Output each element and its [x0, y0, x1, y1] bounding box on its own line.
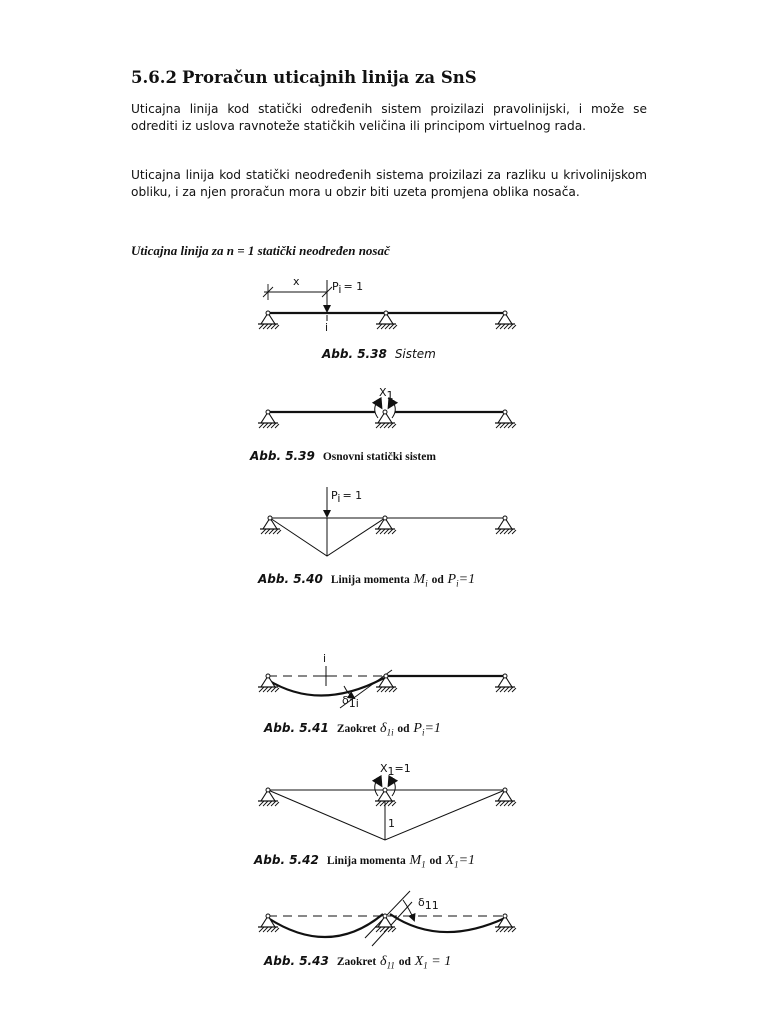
label-X1: X [379, 386, 387, 399]
label-delta: δ [342, 694, 349, 707]
caption-5-40: Abb. 5.40 Linija momenta $M_i$ od $P_i=1$ [258, 572, 476, 589]
svg-text:X1: X1 [379, 386, 394, 402]
figure-5-40 [260, 487, 516, 556]
deflected-shape-left [268, 914, 383, 937]
section-title: Proračun uticajnih linija za SnS [181, 68, 477, 87]
paragraph-2: Uticajna linija kod statički neodređenih sistema proizilazi za razliku u krivolinijskom obliku, i za njen proračun mora u obzir biti uzeta promjena oblika nosača. [131, 168, 647, 199]
label-X1: X [380, 762, 388, 775]
figure-5-41 [258, 652, 516, 710]
caption-5-41: Abb. 5.41 Zaokret $\delta_{1i}$ od $P_i=1$ [264, 721, 441, 738]
support-right [495, 788, 516, 806]
support-middle [375, 516, 396, 534]
svg-text:δ1i: δ1i [342, 694, 359, 710]
support-left [258, 674, 279, 692]
figure-5-42 [258, 762, 516, 840]
support-left [260, 516, 281, 534]
load-label: P [331, 489, 338, 502]
figure-5-43 [258, 891, 516, 946]
paragraph-1: Uticajna linija kod statički određenih sistem proizilazi pravolinijski, i može se odrediti iz uslova ravnoteže statičkih veličina ili principom virtuelnog rada. [131, 102, 647, 133]
label-delta: δ [418, 896, 425, 909]
svg-text:X1=1: X1=1 [380, 762, 411, 778]
deflected-shape-right [390, 914, 505, 932]
svg-text:δ11: δ11 [418, 896, 439, 912]
label-i: i [325, 321, 329, 334]
caption-5-38: Abb. 5.38 Sistem [322, 347, 436, 361]
label-x: x [293, 275, 300, 288]
figure-5-38 [258, 275, 516, 334]
support-middle [375, 410, 396, 428]
support-right [495, 516, 516, 534]
support-right [495, 914, 516, 932]
svg-text:Pi= 1: Pi = 1 [331, 489, 363, 505]
caption-5-42: Abb. 5.42 Linija momenta $M_1$ od $X_1=1$ [254, 853, 476, 870]
support-left [258, 788, 279, 806]
subheading: Uticajna linija za n = 1 statički neodređen nosač [131, 243, 390, 258]
figure-5-39 [258, 386, 516, 428]
caption-5-39: Abb. 5.39 Osnovni statički sistem [250, 449, 436, 463]
svg-text:Pi= 1: Pi = 1 [332, 280, 364, 296]
load-label: P [332, 280, 339, 293]
caption-5-43: Abb. 5.43 Zaokret $\delta_{11}$ od $X_1 = 1$ [264, 954, 452, 971]
section-number: 5.6.2 [131, 68, 177, 87]
label-one: 1 [388, 817, 395, 830]
label-i: i [323, 652, 327, 665]
